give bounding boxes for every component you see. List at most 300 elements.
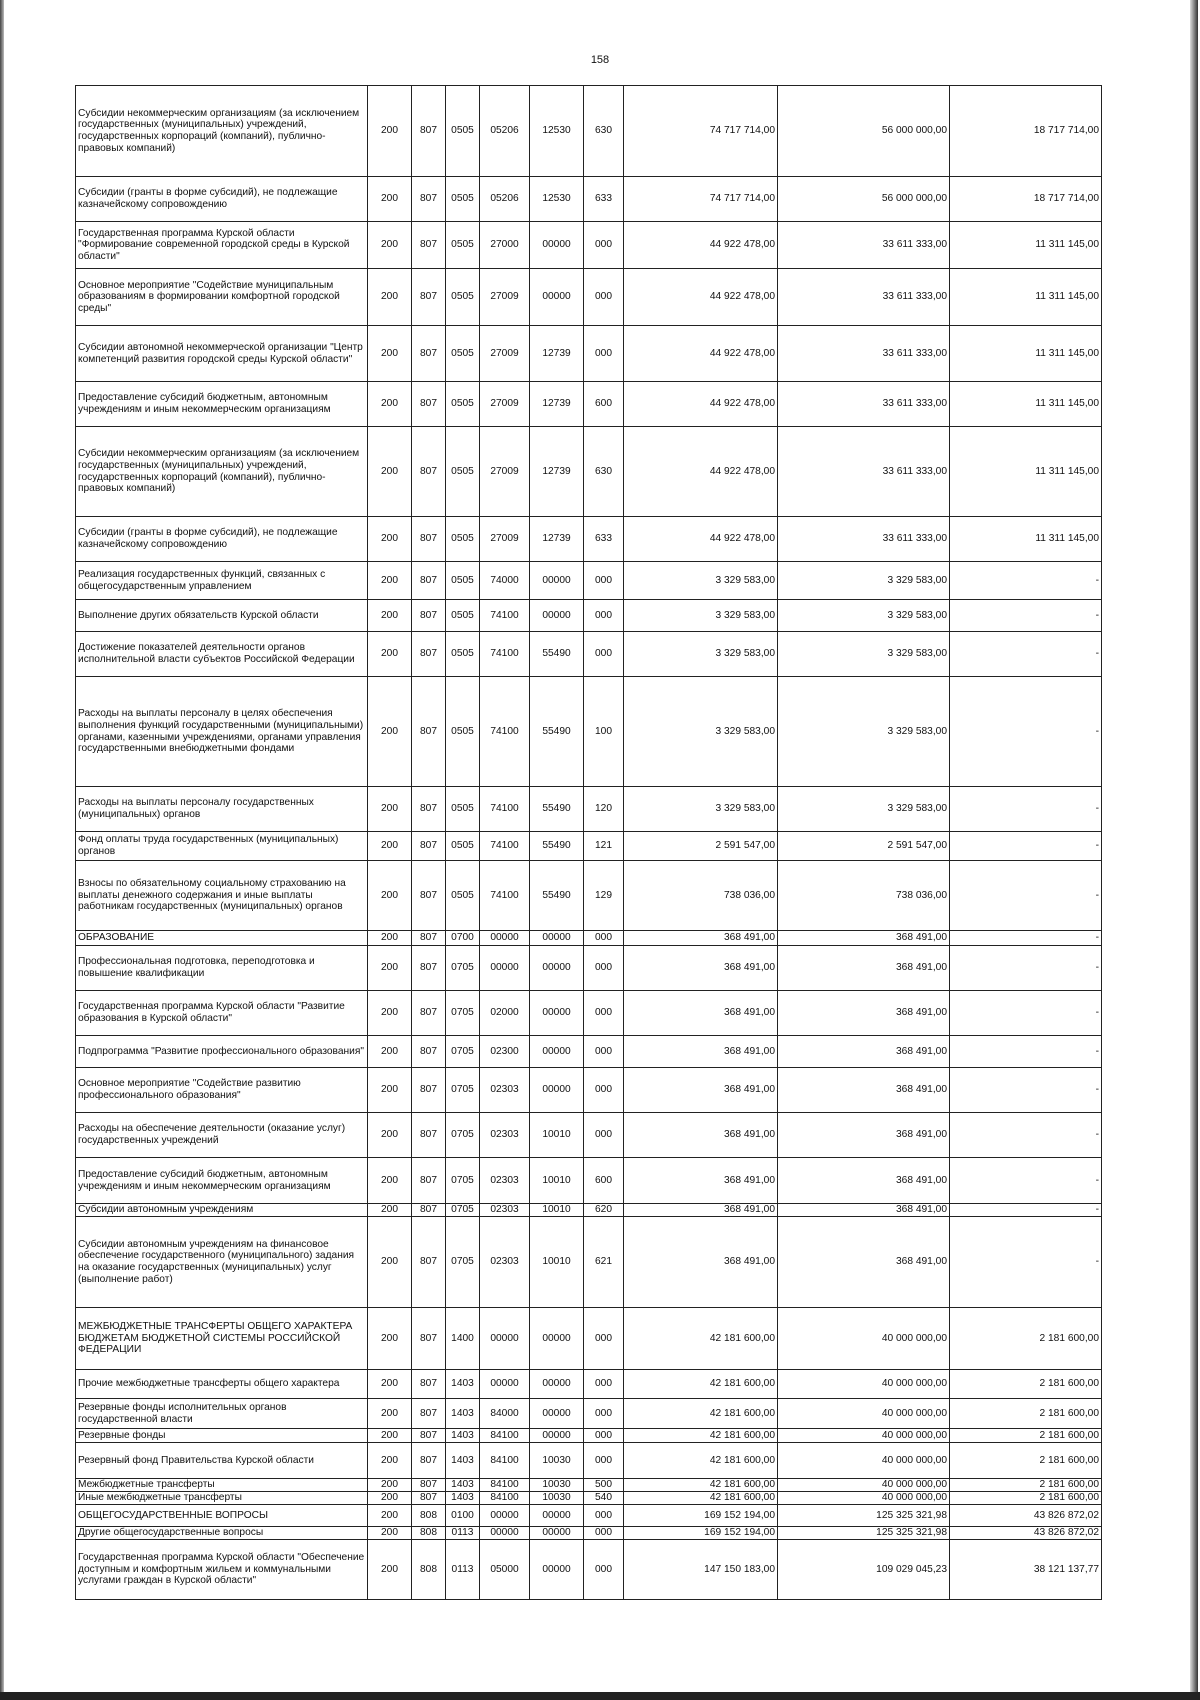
cell-expense-type: 633 [584, 517, 624, 562]
cell-expense-type: 621 [584, 1217, 624, 1308]
table-row [76, 1113, 1102, 1158]
cell-name: Предоставление субсидий бюджетным, автономным учреждениям и иным некоммерческим организациям [76, 382, 368, 427]
cell-name: Межбюджетные трансферты [76, 1479, 368, 1492]
cell-program: 00000 [480, 946, 530, 991]
table-row [76, 1443, 1102, 1479]
cell-direction: 10030 [530, 1492, 584, 1505]
cell-sum-a: 738 036,00 [778, 861, 950, 931]
cell-sum-b: 2 181 600,00 [950, 1370, 1102, 1399]
cell-total: 368 491,00 [624, 1217, 778, 1308]
cell-direction: 10010 [530, 1204, 584, 1217]
cell-sum-a: 368 491,00 [778, 931, 950, 946]
cell-total: 44 922 478,00 [624, 427, 778, 517]
cell-sum-a: 3 329 583,00 [778, 787, 950, 832]
table-row [76, 832, 1102, 861]
cell-total: 74 717 714,00 [624, 86, 778, 177]
cell-sum-a: 368 491,00 [778, 1204, 950, 1217]
cell-expense-type: 000 [584, 562, 624, 600]
table-row [76, 1068, 1102, 1113]
cell-ministry: 807 [412, 1308, 446, 1370]
cell-admin: 200 [368, 1158, 412, 1204]
cell-direction: 10030 [530, 1479, 584, 1492]
cell-program: 27009 [480, 427, 530, 517]
table-row [76, 861, 1102, 931]
cell-direction: 55490 [530, 861, 584, 931]
cell-sum-a: 33 611 333,00 [778, 269, 950, 326]
cell-name: Резервные фонды [76, 1429, 368, 1443]
table-row [76, 1204, 1102, 1217]
cell-direction: 00000 [530, 1540, 584, 1600]
table-row [76, 1370, 1102, 1399]
cell-sum-a: 33 611 333,00 [778, 326, 950, 382]
cell-admin: 200 [368, 1113, 412, 1158]
cell-total: 147 150 183,00 [624, 1540, 778, 1600]
cell-name: Государственная программа Курской области "Обеспечение доступным и комфортным жильем и коммунальными услугами граждан в Курской области" [76, 1540, 368, 1600]
cell-sum-b: - [950, 991, 1102, 1036]
cell-name: МЕЖБЮДЖЕТНЫЕ ТРАНСФЕРТЫ ОБЩЕГО ХАРАКТЕРА БЮДЖЕТАМ БЮДЖЕТНОЙ СИСТЕМЫ РОССИЙСКОЙ ФЕДЕРАЦИИ [76, 1308, 368, 1370]
cell-program: 00000 [480, 1308, 530, 1370]
cell-name: Другие общегосударственные вопросы [76, 1527, 368, 1540]
cell-direction: 00000 [530, 1068, 584, 1113]
cell-admin: 200 [368, 1399, 412, 1429]
cell-program: 05206 [480, 177, 530, 222]
table-row [76, 1540, 1102, 1600]
cell-admin: 200 [368, 269, 412, 326]
cell-program: 02303 [480, 1158, 530, 1204]
cell-admin: 200 [368, 177, 412, 222]
cell-program: 27009 [480, 269, 530, 326]
cell-sum-a: 3 329 583,00 [778, 600, 950, 632]
cell-ministry: 807 [412, 677, 446, 787]
scan-edge-left [0, 0, 4, 1700]
cell-section: 1403 [446, 1429, 480, 1443]
cell-name: Реализация государственных функций, связанных с общегосударственным управлением [76, 562, 368, 600]
cell-expense-type: 129 [584, 861, 624, 931]
cell-ministry: 807 [412, 517, 446, 562]
cell-expense-type: 000 [584, 600, 624, 632]
table-row [76, 1492, 1102, 1505]
cell-section: 0705 [446, 1204, 480, 1217]
cell-section: 1400 [446, 1308, 480, 1370]
cell-sum-b: - [950, 1158, 1102, 1204]
cell-sum-b: 2 181 600,00 [950, 1399, 1102, 1429]
cell-program: 00000 [480, 931, 530, 946]
cell-name: Иные межбюджетные трансферты [76, 1492, 368, 1505]
cell-sum-a: 109 029 045,23 [778, 1540, 950, 1600]
cell-program: 74000 [480, 562, 530, 600]
cell-sum-b: 11 311 145,00 [950, 269, 1102, 326]
cell-expense-type: 000 [584, 1113, 624, 1158]
cell-direction: 55490 [530, 832, 584, 861]
cell-total: 169 152 194,00 [624, 1505, 778, 1527]
cell-sum-b: - [950, 1204, 1102, 1217]
cell-admin: 200 [368, 562, 412, 600]
cell-admin: 200 [368, 1443, 412, 1479]
cell-program: 00000 [480, 1527, 530, 1540]
cell-section: 0505 [446, 326, 480, 382]
cell-sum-b: 18 717 714,00 [950, 86, 1102, 177]
cell-name: Профессиональная подготовка, переподготовка и повышение квалификации [76, 946, 368, 991]
cell-expense-type: 000 [584, 931, 624, 946]
cell-direction: 10010 [530, 1158, 584, 1204]
table-row [76, 382, 1102, 427]
cell-sum-a: 56 000 000,00 [778, 177, 950, 222]
cell-direction: 00000 [530, 562, 584, 600]
cell-section: 0705 [446, 991, 480, 1036]
cell-name: Резервный фонд Правительства Курской области [76, 1443, 368, 1479]
cell-sum-a: 33 611 333,00 [778, 222, 950, 269]
cell-name: Основное мероприятие "Содействие муниципальным образованиям в формировании комфортной городской среды" [76, 269, 368, 326]
cell-direction: 00000 [530, 991, 584, 1036]
cell-sum-b: 2 181 600,00 [950, 1308, 1102, 1370]
cell-name: Государственная программа Курской области "Формирование современной городской среды в Курской области" [76, 222, 368, 269]
cell-ministry: 807 [412, 1113, 446, 1158]
cell-sum-b: 2 181 600,00 [950, 1492, 1102, 1505]
cell-program: 02303 [480, 1068, 530, 1113]
cell-name: Достижение показателей деятельности органов исполнительной власти субъектов Российской Федерации [76, 632, 368, 677]
cell-sum-a: 368 491,00 [778, 1113, 950, 1158]
cell-expense-type: 000 [584, 1399, 624, 1429]
cell-admin: 200 [368, 1429, 412, 1443]
table-row [76, 1505, 1102, 1527]
cell-admin: 200 [368, 1492, 412, 1505]
cell-ministry: 807 [412, 1036, 446, 1068]
cell-section: 0505 [446, 382, 480, 427]
cell-section: 0505 [446, 600, 480, 632]
table-row [76, 1217, 1102, 1308]
cell-section: 1403 [446, 1492, 480, 1505]
cell-expense-type: 000 [584, 269, 624, 326]
cell-sum-b: - [950, 632, 1102, 677]
table-row [76, 1158, 1102, 1204]
cell-name: Субсидии (гранты в форме субсидий), не подлежащие казначейскому сопровождению [76, 517, 368, 562]
cell-section: 0113 [446, 1540, 480, 1600]
cell-direction: 10010 [530, 1217, 584, 1308]
cell-sum-a: 40 000 000,00 [778, 1308, 950, 1370]
cell-sum-b: 2 181 600,00 [950, 1443, 1102, 1479]
cell-program: 74100 [480, 600, 530, 632]
cell-program: 74100 [480, 861, 530, 931]
cell-direction: 00000 [530, 1308, 584, 1370]
cell-admin: 200 [368, 326, 412, 382]
table-row [76, 1308, 1102, 1370]
cell-name: Прочие межбюджетные трансферты общего характера [76, 1370, 368, 1399]
cell-admin: 200 [368, 600, 412, 632]
cell-admin: 200 [368, 1505, 412, 1527]
cell-admin: 200 [368, 1036, 412, 1068]
cell-name: Фонд оплаты труда государственных (муниципальных) органов [76, 832, 368, 861]
cell-ministry: 807 [412, 1443, 446, 1479]
cell-expense-type: 000 [584, 1429, 624, 1443]
cell-name: ОБРАЗОВАНИЕ [76, 931, 368, 946]
cell-admin: 200 [368, 787, 412, 832]
cell-ministry: 807 [412, 222, 446, 269]
cell-total: 74 717 714,00 [624, 177, 778, 222]
cell-admin: 200 [368, 1527, 412, 1540]
cell-section: 0705 [446, 1036, 480, 1068]
cell-total: 42 181 600,00 [624, 1443, 778, 1479]
cell-direction: 12739 [530, 382, 584, 427]
cell-program: 84100 [480, 1479, 530, 1492]
cell-section: 0505 [446, 427, 480, 517]
cell-ministry: 807 [412, 1479, 446, 1492]
cell-expense-type: 540 [584, 1492, 624, 1505]
cell-name: Взносы по обязательному социальному страхованию на выплаты денежного содержания и иные выплаты работникам государственных (муниципальных) органов [76, 861, 368, 931]
cell-expense-type: 000 [584, 222, 624, 269]
cell-section: 0705 [446, 1217, 480, 1308]
cell-expense-type: 000 [584, 1068, 624, 1113]
cell-sum-a: 33 611 333,00 [778, 517, 950, 562]
table-row [76, 787, 1102, 832]
cell-direction: 00000 [530, 946, 584, 991]
cell-program: 05206 [480, 86, 530, 177]
cell-total: 368 491,00 [624, 931, 778, 946]
cell-admin: 200 [368, 677, 412, 787]
cell-direction: 00000 [530, 1429, 584, 1443]
cell-section: 0113 [446, 1527, 480, 1540]
cell-name: Расходы на обеспечение деятельности (оказание услуг) государственных учреждений [76, 1113, 368, 1158]
cell-expense-type: 000 [584, 1443, 624, 1479]
cell-sum-b: - [950, 677, 1102, 787]
cell-sum-b: 11 311 145,00 [950, 517, 1102, 562]
table-row [76, 1429, 1102, 1443]
cell-section: 0705 [446, 1113, 480, 1158]
cell-expense-type: 620 [584, 1204, 624, 1217]
cell-admin: 200 [368, 991, 412, 1036]
cell-direction: 00000 [530, 1399, 584, 1429]
table-row [76, 177, 1102, 222]
cell-section: 0705 [446, 1158, 480, 1204]
cell-total: 42 181 600,00 [624, 1492, 778, 1505]
cell-admin: 200 [368, 1068, 412, 1113]
cell-sum-a: 3 329 583,00 [778, 632, 950, 677]
cell-expense-type: 500 [584, 1479, 624, 1492]
cell-admin: 200 [368, 832, 412, 861]
cell-expense-type: 120 [584, 787, 624, 832]
cell-section: 0505 [446, 787, 480, 832]
cell-ministry: 807 [412, 326, 446, 382]
cell-sum-b: - [950, 1068, 1102, 1113]
cell-ministry: 807 [412, 787, 446, 832]
table-row [76, 517, 1102, 562]
cell-sum-a: 368 491,00 [778, 1068, 950, 1113]
cell-direction: 12530 [530, 86, 584, 177]
cell-direction: 00000 [530, 600, 584, 632]
cell-sum-a: 368 491,00 [778, 1217, 950, 1308]
cell-name: Субсидии автономной некоммерческой организации "Центр компетенций развития городской среды Курской области" [76, 326, 368, 382]
cell-sum-a: 368 491,00 [778, 991, 950, 1036]
cell-program: 27009 [480, 326, 530, 382]
cell-ministry: 808 [412, 1505, 446, 1527]
cell-total: 3 329 583,00 [624, 632, 778, 677]
cell-sum-b: - [950, 787, 1102, 832]
cell-program: 00000 [480, 1370, 530, 1399]
cell-total: 368 491,00 [624, 1204, 778, 1217]
cell-ministry: 807 [412, 1204, 446, 1217]
cell-direction: 00000 [530, 222, 584, 269]
cell-name: Субсидии (гранты в форме субсидий), не подлежащие казначейскому сопровождению [76, 177, 368, 222]
cell-expense-type: 633 [584, 177, 624, 222]
cell-section: 0705 [446, 1068, 480, 1113]
cell-admin: 200 [368, 427, 412, 517]
cell-ministry: 807 [412, 427, 446, 517]
cell-section: 0505 [446, 562, 480, 600]
cell-ministry: 807 [412, 177, 446, 222]
cell-direction: 00000 [530, 1370, 584, 1399]
cell-name: Выполнение других обязательств Курской области [76, 600, 368, 632]
cell-sum-b: 43 826 872,02 [950, 1505, 1102, 1527]
cell-section: 0505 [446, 222, 480, 269]
cell-total: 368 491,00 [624, 991, 778, 1036]
cell-expense-type: 000 [584, 1036, 624, 1068]
cell-section: 1403 [446, 1479, 480, 1492]
cell-sum-a: 3 329 583,00 [778, 677, 950, 787]
cell-sum-b: 38 121 137,77 [950, 1540, 1102, 1600]
cell-direction: 55490 [530, 787, 584, 832]
cell-program: 84100 [480, 1492, 530, 1505]
cell-sum-a: 33 611 333,00 [778, 427, 950, 517]
cell-ministry: 807 [412, 1068, 446, 1113]
cell-sum-b: 2 181 600,00 [950, 1479, 1102, 1492]
table-row [76, 269, 1102, 326]
cell-admin: 200 [368, 382, 412, 427]
cell-program: 02303 [480, 1113, 530, 1158]
cell-total: 44 922 478,00 [624, 517, 778, 562]
cell-sum-b: - [950, 946, 1102, 991]
cell-total: 44 922 478,00 [624, 382, 778, 427]
cell-ministry: 807 [412, 269, 446, 326]
cell-name: Расходы на выплаты персоналу государственных (муниципальных) органов [76, 787, 368, 832]
cell-ministry: 807 [412, 600, 446, 632]
cell-name: Субсидии автономным учреждениям на финансовое обеспечение государственного (муниципального) задания на оказание государственных (муниципальных) услуг (выполнение работ) [76, 1217, 368, 1308]
cell-program: 02000 [480, 991, 530, 1036]
cell-admin: 200 [368, 222, 412, 269]
table-row [76, 946, 1102, 991]
cell-total: 44 922 478,00 [624, 222, 778, 269]
page-number: 158 [590, 54, 610, 66]
cell-section: 0505 [446, 86, 480, 177]
cell-direction: 00000 [530, 1527, 584, 1540]
cell-direction: 00000 [530, 931, 584, 946]
cell-admin: 200 [368, 1217, 412, 1308]
cell-section: 0505 [446, 832, 480, 861]
cell-total: 368 491,00 [624, 1158, 778, 1204]
cell-program: 74100 [480, 832, 530, 861]
cell-name: Предоставление субсидий бюджетным, автономным учреждениям и иным некоммерческим организациям [76, 1158, 368, 1204]
cell-expense-type: 630 [584, 427, 624, 517]
cell-sum-a: 40 000 000,00 [778, 1492, 950, 1505]
cell-program: 84100 [480, 1429, 530, 1443]
cell-total: 368 491,00 [624, 1113, 778, 1158]
table-row [76, 1399, 1102, 1429]
cell-expense-type: 000 [584, 991, 624, 1036]
cell-expense-type: 000 [584, 1527, 624, 1540]
cell-admin: 200 [368, 1370, 412, 1399]
cell-admin: 200 [368, 517, 412, 562]
cell-sum-b: 11 311 145,00 [950, 222, 1102, 269]
cell-sum-a: 40 000 000,00 [778, 1399, 950, 1429]
cell-direction: 00000 [530, 1505, 584, 1527]
cell-direction: 55490 [530, 677, 584, 787]
cell-ministry: 807 [412, 562, 446, 600]
cell-ministry: 807 [412, 382, 446, 427]
cell-direction: 12530 [530, 177, 584, 222]
cell-ministry: 807 [412, 1399, 446, 1429]
cell-total: 42 181 600,00 [624, 1479, 778, 1492]
cell-section: 0505 [446, 517, 480, 562]
table-row [76, 326, 1102, 382]
cell-sum-a: 3 329 583,00 [778, 562, 950, 600]
cell-program: 84000 [480, 1399, 530, 1429]
scan-edge-right [1190, 0, 1198, 1700]
cell-ministry: 807 [412, 946, 446, 991]
cell-section: 0505 [446, 632, 480, 677]
cell-direction: 10010 [530, 1113, 584, 1158]
cell-name: Субсидии некоммерческим организациям (за исключением государственных (муниципальных) учреждений, государственных корпораций (компаний), публично-правовых компаний) [76, 427, 368, 517]
cell-name: Государственная программа Курской области "Развитие образования в Курской области" [76, 991, 368, 1036]
cell-ministry: 807 [412, 832, 446, 861]
cell-ministry: 807 [412, 1158, 446, 1204]
cell-expense-type: 630 [584, 86, 624, 177]
cell-name: ОБЩЕГОСУДАРСТВЕННЫЕ ВОПРОСЫ [76, 1505, 368, 1527]
cell-total: 3 329 583,00 [624, 787, 778, 832]
cell-ministry: 807 [412, 86, 446, 177]
cell-total: 368 491,00 [624, 1068, 778, 1113]
cell-total: 42 181 600,00 [624, 1308, 778, 1370]
cell-admin: 200 [368, 1308, 412, 1370]
cell-ministry: 807 [412, 1217, 446, 1308]
cell-sum-b: - [950, 861, 1102, 931]
cell-admin: 200 [368, 632, 412, 677]
cell-expense-type: 000 [584, 1308, 624, 1370]
cell-sum-a: 2 591 547,00 [778, 832, 950, 861]
cell-program: 74100 [480, 677, 530, 787]
cell-section: 0505 [446, 677, 480, 787]
cell-sum-a: 368 491,00 [778, 1158, 950, 1204]
cell-section: 0505 [446, 269, 480, 326]
cell-sum-b: - [950, 1036, 1102, 1068]
cell-sum-b: 11 311 145,00 [950, 382, 1102, 427]
cell-expense-type: 121 [584, 832, 624, 861]
cell-sum-a: 40 000 000,00 [778, 1370, 950, 1399]
cell-sum-b: 18 717 714,00 [950, 177, 1102, 222]
cell-total: 738 036,00 [624, 861, 778, 931]
cell-ministry: 807 [412, 1429, 446, 1443]
table-row [76, 86, 1102, 177]
cell-ministry: 807 [412, 1370, 446, 1399]
cell-program: 05000 [480, 1540, 530, 1600]
cell-expense-type: 000 [584, 1540, 624, 1600]
cell-admin: 200 [368, 86, 412, 177]
cell-total: 3 329 583,00 [624, 562, 778, 600]
cell-sum-a: 40 000 000,00 [778, 1479, 950, 1492]
cell-name: Резервные фонды исполнительных органов государственной власти [76, 1399, 368, 1429]
cell-program: 02300 [480, 1036, 530, 1068]
cell-name: Субсидии некоммерческим организациям (за исключением государственных (муниципальных) учреждений, государственных корпораций (компаний), публично-правовых компаний) [76, 86, 368, 177]
table-row [76, 427, 1102, 517]
cell-total: 44 922 478,00 [624, 269, 778, 326]
cell-name: Подпрограмма "Развитие профессионального образования" [76, 1036, 368, 1068]
cell-total: 42 181 600,00 [624, 1399, 778, 1429]
cell-section: 0100 [446, 1505, 480, 1527]
cell-admin: 200 [368, 1540, 412, 1600]
table-row [76, 600, 1102, 632]
cell-total: 42 181 600,00 [624, 1429, 778, 1443]
cell-total: 169 152 194,00 [624, 1527, 778, 1540]
cell-program: 74100 [480, 787, 530, 832]
cell-direction: 00000 [530, 1036, 584, 1068]
cell-admin: 200 [368, 861, 412, 931]
